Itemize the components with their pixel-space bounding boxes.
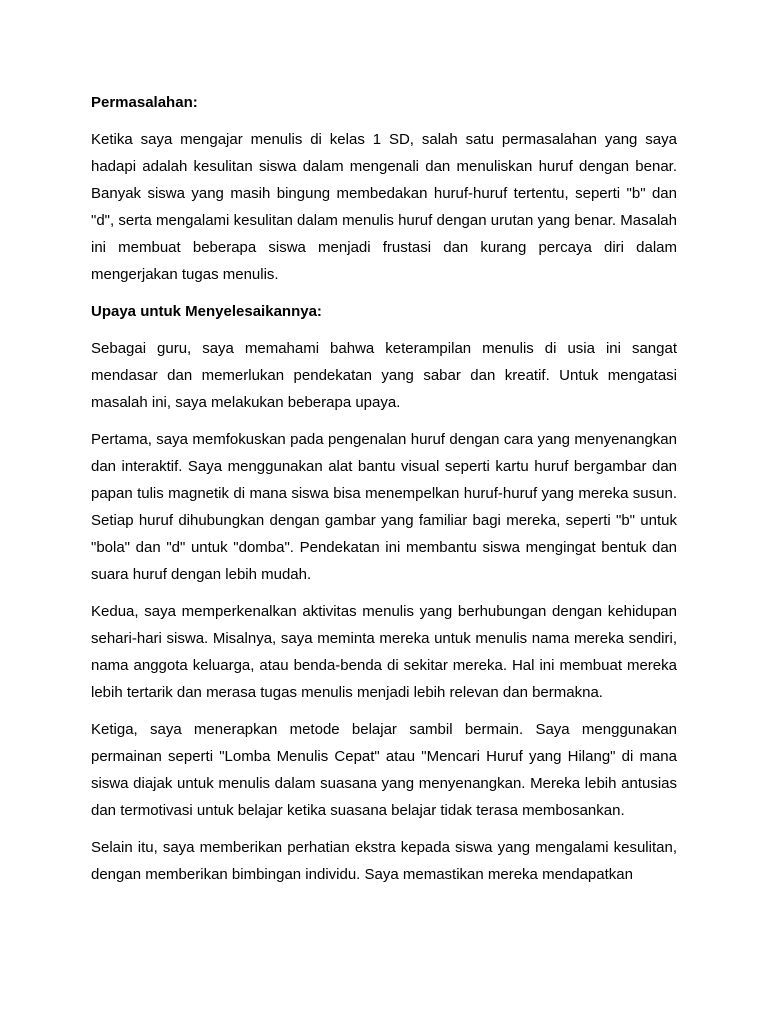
paragraph-selain-itu: Selain itu, saya memberikan perhatian ekstra kepada siswa yang mengalami kesulitan, dengan memberikan bimbingan individu. Saya memastikan mereka mendapatkan (91, 839, 677, 883)
heading-permasalahan: Permasalahan: (91, 94, 198, 111)
paragraph-kedua: Kedua, saya memperkenalkan aktivitas menulis yang berhubungan dengan kehidupan sehari-hari siswa. Misalnya, saya meminta mereka untuk menulis nama mereka sendiri, nama anggota keluarga, atau benda-benda di sekitar mereka. Hal ini membuat mereka lebih tertarik dan merasa tugas menulis menjadi lebih relevan dan bermakna. (91, 603, 677, 701)
paragraph-intro: Sebagai guru, saya memahami bahwa keterampilan menulis di usia ini sangat mendasar dan memerlukan pendekatan yang sabar dan kreatif. Untuk mengatasi masalah ini, saya melakukan beberapa upaya. (91, 340, 677, 411)
heading-upaya: Upaya untuk Menyelesaikannya: (91, 303, 322, 320)
document-page (91, 89, 677, 898)
paragraph-pertama: Pertama, saya memfokuskan pada pengenalan huruf dengan cara yang menyenangkan dan interaktif. Saya menggunakan alat bantu visual seperti kartu huruf bergambar dan papan tulis magnetik di mana siswa bisa menempelkan huruf-huruf yang mereka susun. Setiap huruf dihubungkan dengan gambar yang familiar bagi mereka, seperti "b" untuk "bola" dan "d" untuk "domba". Pendekatan ini membantu siswa mengingat bentuk dan suara huruf dengan lebih mudah. (91, 431, 677, 583)
paragraph-problem: Ketika saya mengajar menulis di kelas 1 SD, salah satu permasalahan yang saya hadapi adalah kesulitan siswa dalam mengenali dan menuliskan huruf dengan benar. Banyak siswa yang masih bingung membedakan huruf-huruf tertentu, seperti "b" dan "d", serta mengalami kesulitan dalam menulis huruf dengan urutan yang benar. Masalah ini membuat beberapa siswa menjadi frustasi dan kurang percaya diri dalam mengerjakan tugas menulis. (91, 131, 677, 283)
paragraph-ketiga: Ketiga, saya menerapkan metode belajar sambil bermain. Saya menggunakan permainan seperti "Lomba Menulis Cepat" atau "Mencari Huruf yang Hilang" di mana siswa diajak untuk menulis dalam suasana yang menyenangkan. Mereka lebih antusias dan termotivasi untuk belajar ketika suasana belajar tidak terasa membosankan. (91, 721, 677, 819)
